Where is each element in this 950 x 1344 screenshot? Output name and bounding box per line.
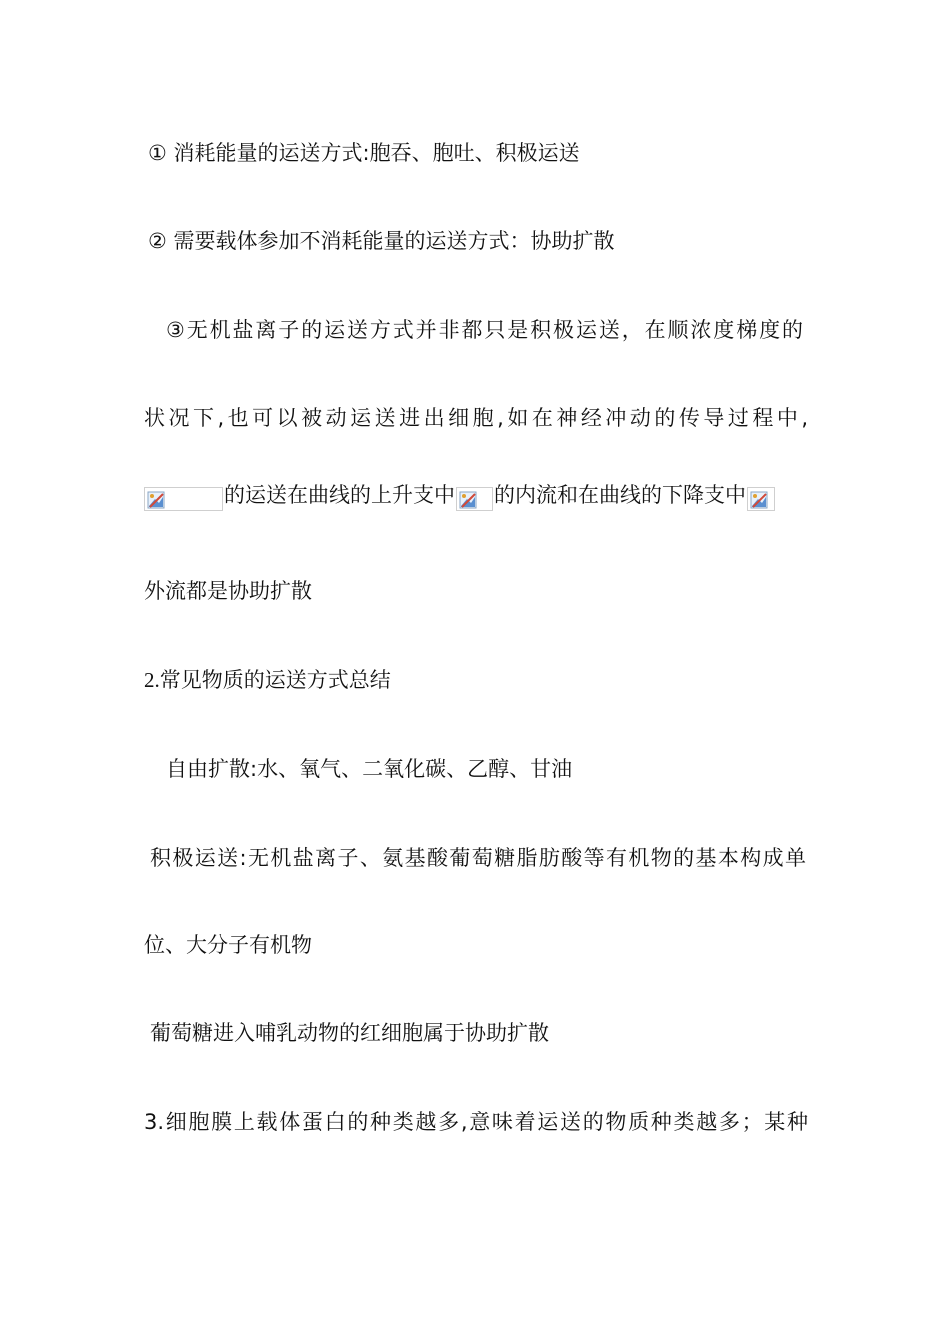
section-heading-2: 2.常见物质的运送方式总结	[144, 668, 391, 692]
paragraph-ion-transport-line4: 外流都是协助扩散	[144, 579, 312, 603]
paragraph-ion-transport-line1: ③无机盐离子的运送方式并非都只是积极运送，在顺浓度梯度的	[166, 318, 803, 342]
paragraph-carrier-transport: ② 需要载体参加不消耗能量的运送方式：协助扩散	[148, 229, 615, 253]
paragraph-ion-transport-line2: 状况下,也可以被动运送进出细胞,如在神经冲动的传导过程中,	[144, 406, 808, 430]
paragraph-energy-transport: ① 消耗能量的运送方式:胞吞、胞吐、积极运送	[148, 141, 580, 165]
paragraph-free-diffusion: 自由扩散:水、氧气、二氧化碳、乙醇、甘油	[166, 757, 573, 781]
paragraph-active-transport-line1: 积极运送:无机盐离子、氨基酸葡萄糖脂肪酸等有机物的基本构成单	[150, 846, 806, 870]
paragraph-glucose-rbc: 葡萄糖进入哺乳动物的红细胞属于协助扩散	[150, 1021, 549, 1045]
broken-image-icon	[456, 487, 493, 511]
paragraph-active-transport-line2: 位、大分子有机物	[144, 933, 312, 957]
broken-image-icon	[144, 487, 223, 511]
text-rising-branch: 的运送在曲线的上升支中	[224, 483, 455, 507]
paragraph-carrier-protein-line1: 3.细胞膜上载体蛋白的种类越多,意味着运送的物质种类越多；某种	[144, 1110, 808, 1134]
broken-image-icon	[747, 487, 775, 511]
paragraph-ion-transport-line3	[143, 481, 776, 509]
text-inflow-falling-branch: 的内流和在曲线的下降支中	[494, 483, 746, 507]
